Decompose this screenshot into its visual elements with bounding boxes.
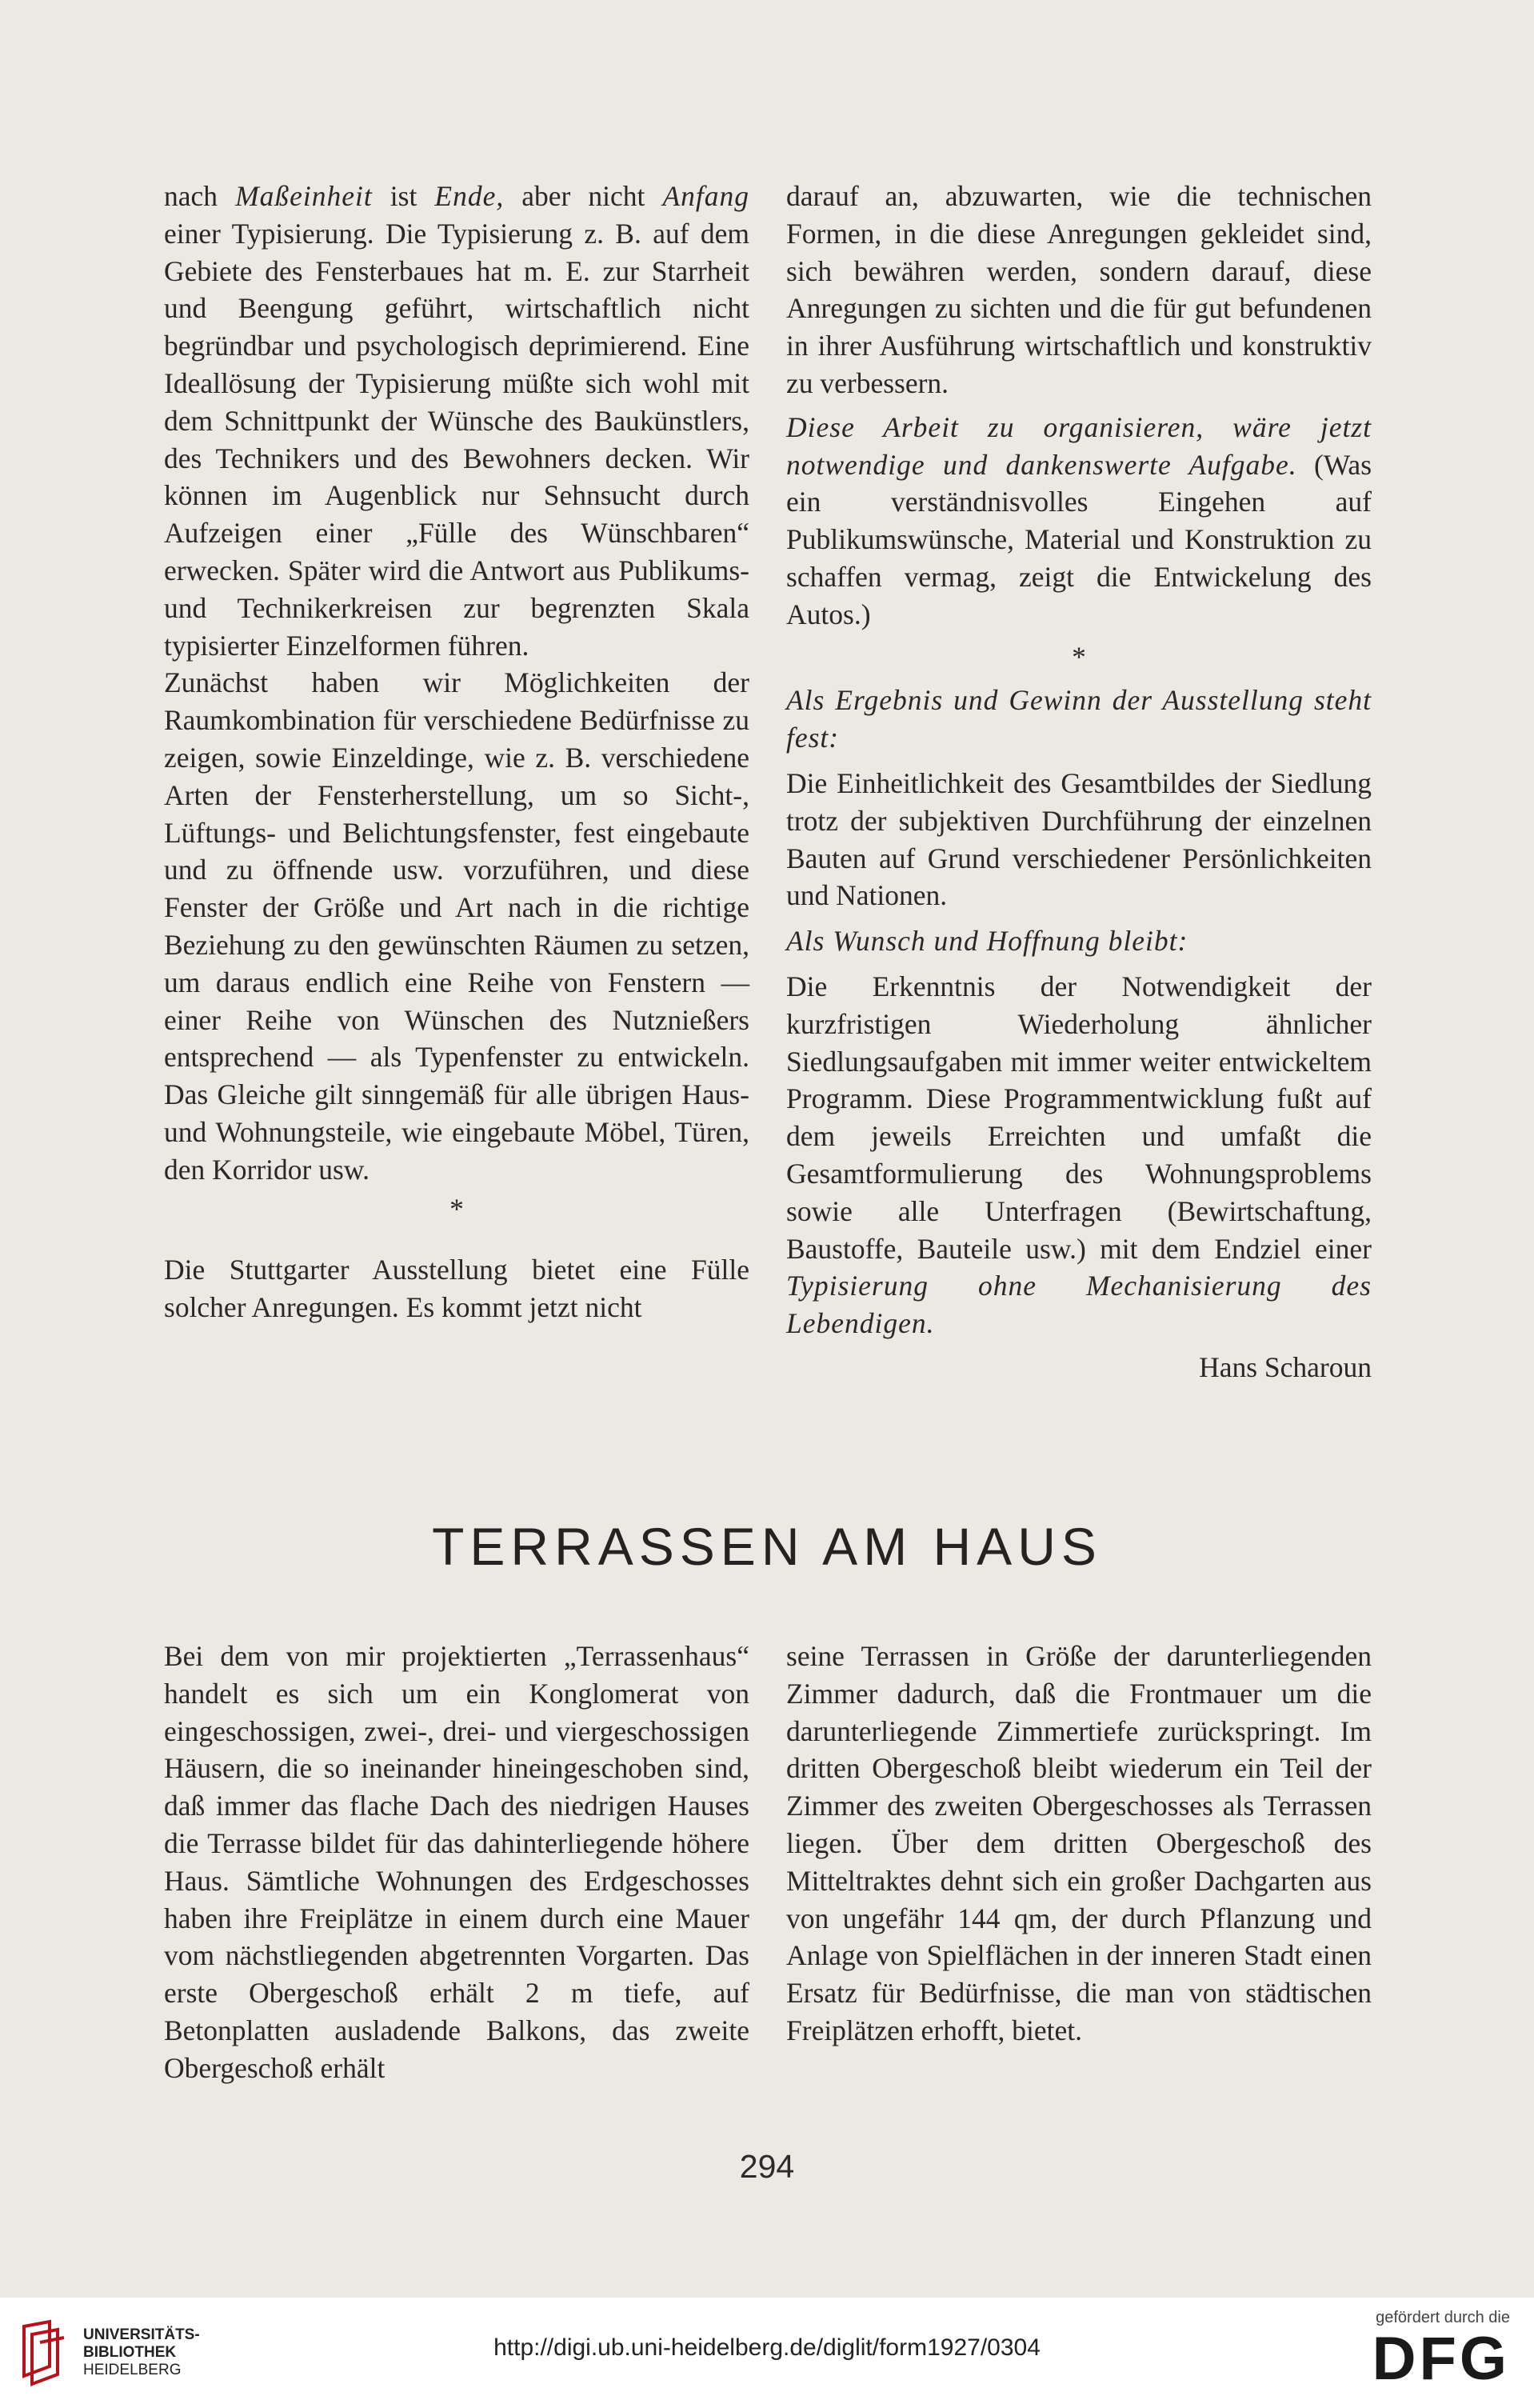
text-run: aber nicht (504, 180, 663, 212)
text-run: Die Erkenntnis der Notwendigkeit der kurzfristigen Wiederholung ähnlicher Siedlungsaufgaben mit immer weiter entwickeltem Programm. Diese Programmentwicklung fußt auf dem jeweils Erreichten und umfaßt die Gesamtformulierung des Wohnungsproblems sowie alle Unterfragen (Bewirtschaftung, Baustoffe, Bauteile usw.) mit dem Endziel einer (786, 970, 1372, 1265)
text-run-italic: Maßeinheit (235, 180, 373, 212)
paragraph-organisieren (786, 409, 1372, 634)
paragraph-raumkombination: Zunächst haben wir Möglichkeiten der Raumkombination für verschiedene Bedürfnisse zu zeigen, sowie Einzeldinge, wie z. B. verschiedene Arten der Fensterherstellung, um so Sicht-, Lüftungs- und Belichtungsfenster, fest eingebaute und zu öffnende usw. vorzuführen, und diese Fenster der Größe und Art nach in die richtige Beziehung zu den gewünschten Räumen zu setzen, um daraus endlich eine Reihe von Fenstern — einer Reihe von Wünschen des Nutznießers entsprechend — als Typenfenster zu entwickeln. Das Gleiche gilt sinngemäß für alle übrigen Haus- und Wohnungsteile, wie eingebaute Möbel, Türen, den Korridor usw. (164, 666, 749, 1186)
column-top-right (786, 178, 1372, 1386)
library-name-line: HEIDELBERG (83, 2362, 182, 2378)
text-run: ist (372, 180, 435, 212)
paragraph-ergebnis-heading: Als Ergebnis und Gewinn der Ausstellung steht fest: (786, 684, 1372, 754)
paragraph-typisierung (164, 178, 749, 664)
text-run-italic: Diese Arbeit zu organisieren, wäre jetzt notwendige und dankenswerte Aufgabe. (786, 410, 1372, 481)
section-asterisk: * (449, 1192, 464, 1225)
footer-bar (0, 2298, 1534, 2408)
permalink-url[interactable]: http://digi.ub.uni-heidelberg.de/diglit/form1927/0304 (493, 2334, 1041, 2361)
paragraph-einheitlichkeit: Die Einheitlichkeit des Gesamtbildes der Siedlung trotz der subjektiven Durchführung der einzelnen Bauten auf Grund verschiedener Persönlichkeiten und Nationen. (786, 766, 1372, 912)
column-bottom-right (786, 1638, 1372, 2050)
dfg-logo-text: DFG (1372, 2325, 1510, 2393)
page-number: 294 (739, 2148, 795, 2185)
paragraph-wunsch-heading: Als Wunsch und Hoffnung bleibt: (786, 925, 1188, 958)
section-asterisk: * (1072, 640, 1086, 673)
column-bottom-left (164, 1638, 749, 2087)
paragraph-abzuwarten: darauf an, abzuwarten, wie die technischen Formen, in die diese Anregungen gekleidet sind, sich bewähren werden, sondern darauf, diese Anregungen zu sichten und die für gut befundenen in ihrer Ausführung wirtschaftlich und konstruktiv zu verbessern. (786, 180, 1372, 399)
article-headline: TERRASSEN AM HAUS (432, 1517, 1102, 1576)
author-signature: Hans Scharoun (1199, 1350, 1372, 1383)
paragraph-stuttgarter: Die Stuttgarter Ausstellung bietet eine Fülle solcher Anregungen. Es kommt jetzt nicht (164, 1254, 749, 1324)
text-run: (Was ein verständnisvolles Eingehen auf Publikumswünsche, Material und Konstruktion zu schaffen vermag, zeigt die Entwickelung des Autos.) (786, 448, 1372, 630)
text-run-italic: Ende, (434, 180, 505, 212)
paragraph-terrassenhaus: Bei dem von mir projektierten „Terrassenhaus“ handelt es sich um ein Konglomerat von eingeschossigen, zwei-, drei- und viergeschossigen Häusern, die so ineinander hineingeschoben sind, daß immer das flache Dach des niedrigen Hauses die Terrasse bildet für das dahinterliegende höhere Haus. Sämtliche Wohnungen des Erdgeschosses haben ihre Freiplätze in einem durch eine Mauer vom nächstliegenden abgetrennten Vorgarten. Das erste Obergeschoß erhält 2 m tiefe, auf Betonplatten ausladende Balkons, das zweite Obergeschoß erhält (164, 1640, 749, 2084)
text-run: einer Typisierung. Die Typisierung z. B. auf dem Gebiete des Fensterbaues hat m. E. zur Starrheit und Beengung geführt, wirtschaftlich nicht begründbar und psychologisch deprimierend. Eine Ideallösung der Typisierung müßte sich wohl mit dem Schnittpunkt der Wünsche des Baukünstlers, des Technikers und des Bewohners decken. Wir können im Augenblick nur Sehnsucht durch Aufzeigen einer „Fülle des Wünschbaren“ erwecken. Später wird die Antwort aus Publikums- und Technikerkreisen zur begrenzten Skala typisierter Einzelformen führen. (164, 217, 749, 662)
text-run-italic: Typisierung ohne Mechanisierung des Lebendigen. (786, 1270, 1372, 1340)
text-run: nach (164, 180, 236, 212)
library-name-line: UNIVERSITÄTS- (83, 2326, 200, 2343)
dfg-funding-logo[interactable] (1350, 2309, 1510, 2402)
paragraph-erkenntnis (786, 968, 1372, 1342)
paragraph-terrassen: seine Terrassen in Größe der darunterliegenden Zimmer dadurch, daß die Frontmauer um die darunterliegende Zimmertiefe zurückspringt. Im dritten Obergeschoß bleibt wiederum ein Teil der Zimmer des zweiten Obergeschosses als Terrassen liegen. Über dem dritten Obergeschoß des Mitteltraktes dehnt sich ein großer Dachgarten aus von ungefähr 144 qm, der durch Pflanzung und Anlage von Spielflächen in der inneren Stadt einen Ersatz für Bedürfnisse, die man von städtischen Freiplätzen erhofft, bietet. (786, 1640, 1372, 2046)
library-name-line: BIBLIOTHEK (83, 2344, 177, 2361)
text-run-italic: Anfang (662, 180, 749, 212)
column-top-left (164, 178, 749, 1326)
funded-by-label: gefördert durch die (1376, 2309, 1510, 2326)
